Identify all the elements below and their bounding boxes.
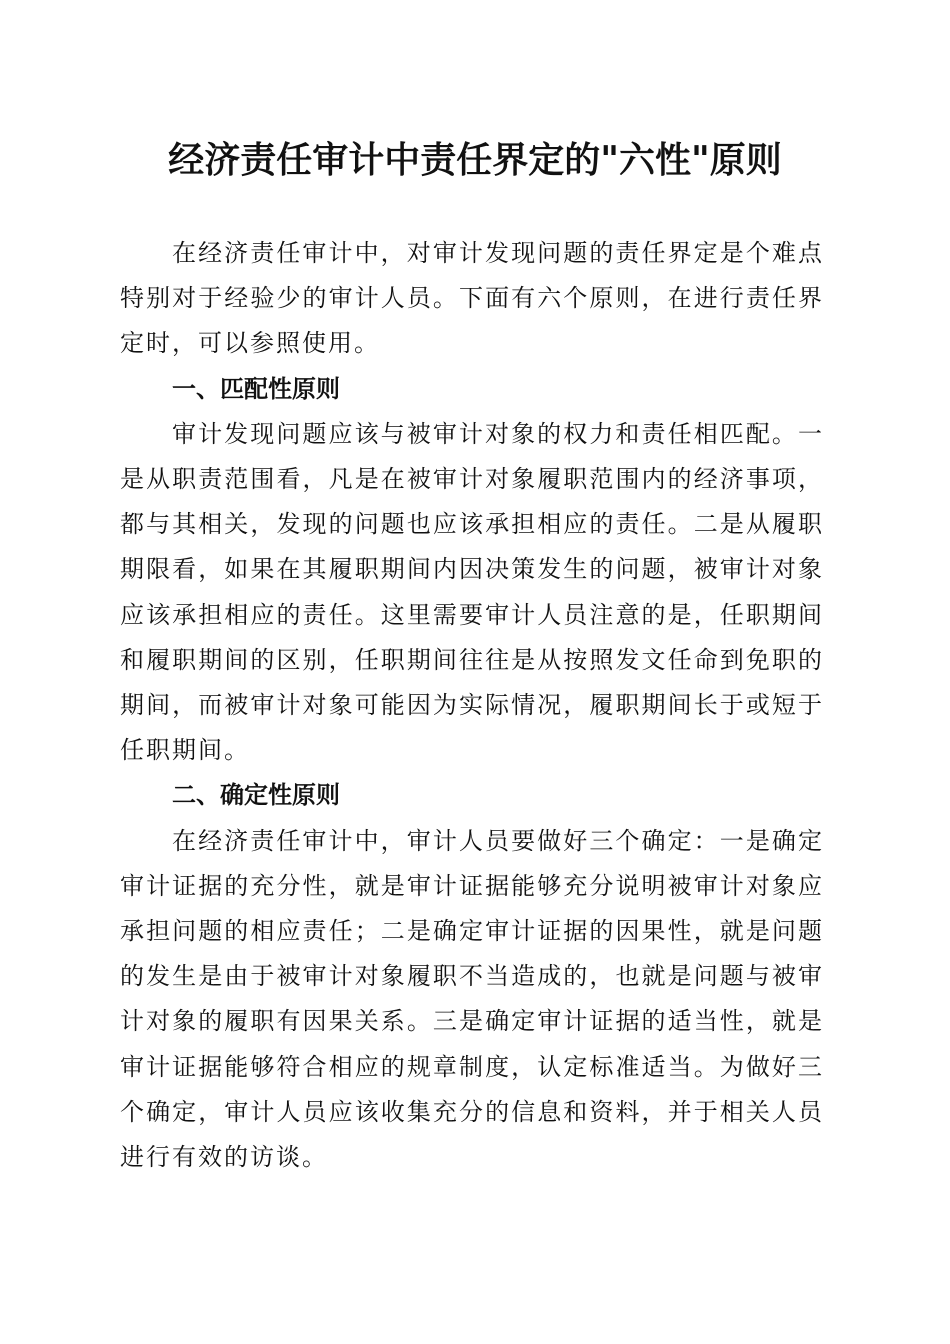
section-heading-matching: 一、匹配性原则	[172, 374, 340, 403]
intro-paragraph: 在经济责任审计中，对审计发现问题的责任界定是个难点特别对于经验少的审计人员。下面有六个原则，在进行责任界定时，可以参照使用。	[120, 239, 824, 358]
section-paragraph-certainty: 在经济责任审计中，审计人员要做好三个确定：一是确定审计证据的充分性，就是审计证据能够充分说明被审计对象应承担问题的相应责任；二是确定审计证据的因果性，就是问题的发生是由于被审计对象履职不当造成的，也就是问题与被审计对象的履职有因果关系。三是确定审计证据的适当性，就是审计证据能够符合相应的规章制度，认定标准适当。为做好三个确定，审计人员应该收集充分的信息和资料，并于相关人员进行有效的访谈。	[120, 826, 824, 1172]
document-title: 经济责任审计中责任界定的"六性"原则	[168, 139, 782, 181]
document-body	[120, 231, 824, 1180]
section-heading-certainty: 二、确定性原则	[172, 781, 340, 810]
section-paragraph-matching: 审计发现问题应该与被审计对象的权力和责任相匹配。一是从职责范围看，凡是在被审计对象履职范围内的经济事项，都与其相关，发现的问题也应该承担相应的责任。二是从履职期限看，如果在其履职期间内因决策发生的问题，被审计对象应该承担相应的责任。这里需要审计人员注意的是，任职期间和履职期间的区别，任职期间往往是从按照发文任命到免职的期间，而被审计对象可能因为实际情况，履职期间长于或短于任职期间。	[120, 419, 824, 765]
